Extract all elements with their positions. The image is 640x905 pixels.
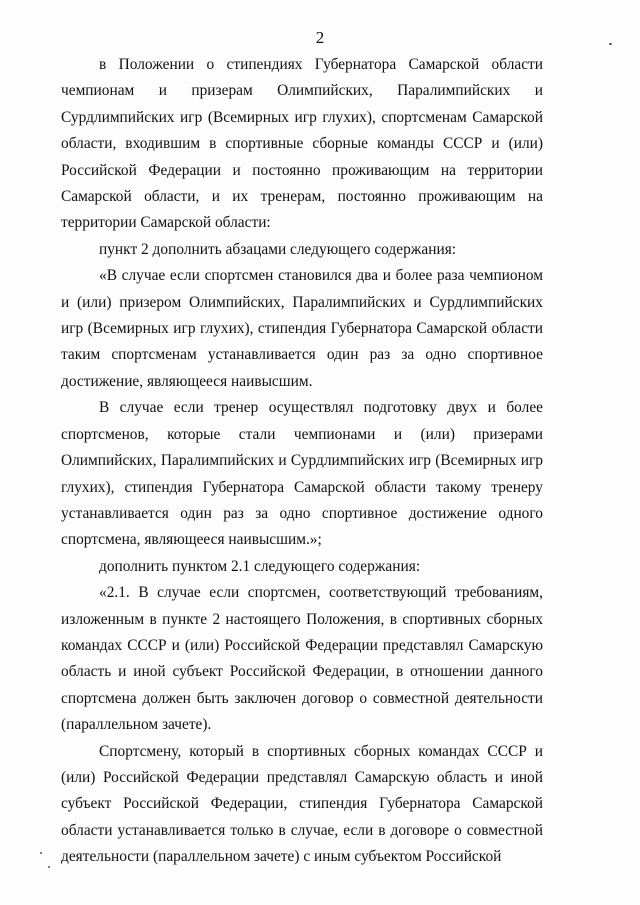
scan-speck (48, 866, 50, 868)
paragraph-7: Спортсмену, который в спортивных сборных командах СССР и (или) Российской Федерации представлял Самарскую область и иной субъект Российской Федерации, стипендия Губернатора Самарской области устанавливается только в случае, если в договоре о совместной деятельности (параллельном зачете) с иным субъектом Российской (61, 742, 543, 866)
scan-speck (609, 43, 612, 45)
page-number: 2 (315, 28, 325, 47)
paragraph-4: В случае если тренер осуществлял подготовку двух и более спортсменов, которые стали чемпионами и (или) призерами Олимпийских, Паралимпийских и Сурдлимпийских игр (Всемирных игр глухих), стипендия Губернатора Самарской области такому тренеру устанавливается один раз за одно спортивное достижение одного спортсмена, являющееся наивысшим.»; (61, 399, 543, 549)
paragraph-5: дополнить пунктом 2.1 следующего содержания: (99, 557, 421, 575)
paragraph-2: пункт 2 дополнить абзацами следующего содержания: (99, 240, 457, 258)
paragraph-6: «2.1. В случае если спортсмен, соответствующий требованиям, изложенным в пункте 2 настоящего Положения, в спортивных сборных командах СССР и (или) Российской Федерации представлял Самарскую область и иной субъект Российской Федерации, в отношении данного спортсмена должен быть заключен договор о совместной деятельности (параллельном зачете). (61, 584, 543, 734)
paragraph-3: «В случае если спортсмен становился два и более раза чемпионом и (или) призером Олимпийских, Паралимпийских и Сурдлимпийских игр (Всемирных игр глухих), стипендия Губернатора Самарской области таким спортсменам устанавливается один раз за одно спортивное достижение, являющееся наивысшим. (61, 267, 543, 390)
scan-speck (40, 852, 42, 854)
paragraph-1: в Положении о стипендиях Губернатора Самарской области чемпионам и призерам Олимпийских, Паралимпийских и Сурдлимпийских игр (Всемирных игр глухих), спортсменам Самарской области, входившим в спортивные сборные команды СССР и (или) Российской Федерации и постоянно проживающим на территории Самарской области, и их тренерам, постоянно проживающим на территории Самарской области: (61, 56, 543, 232)
document-body (61, 52, 543, 871)
